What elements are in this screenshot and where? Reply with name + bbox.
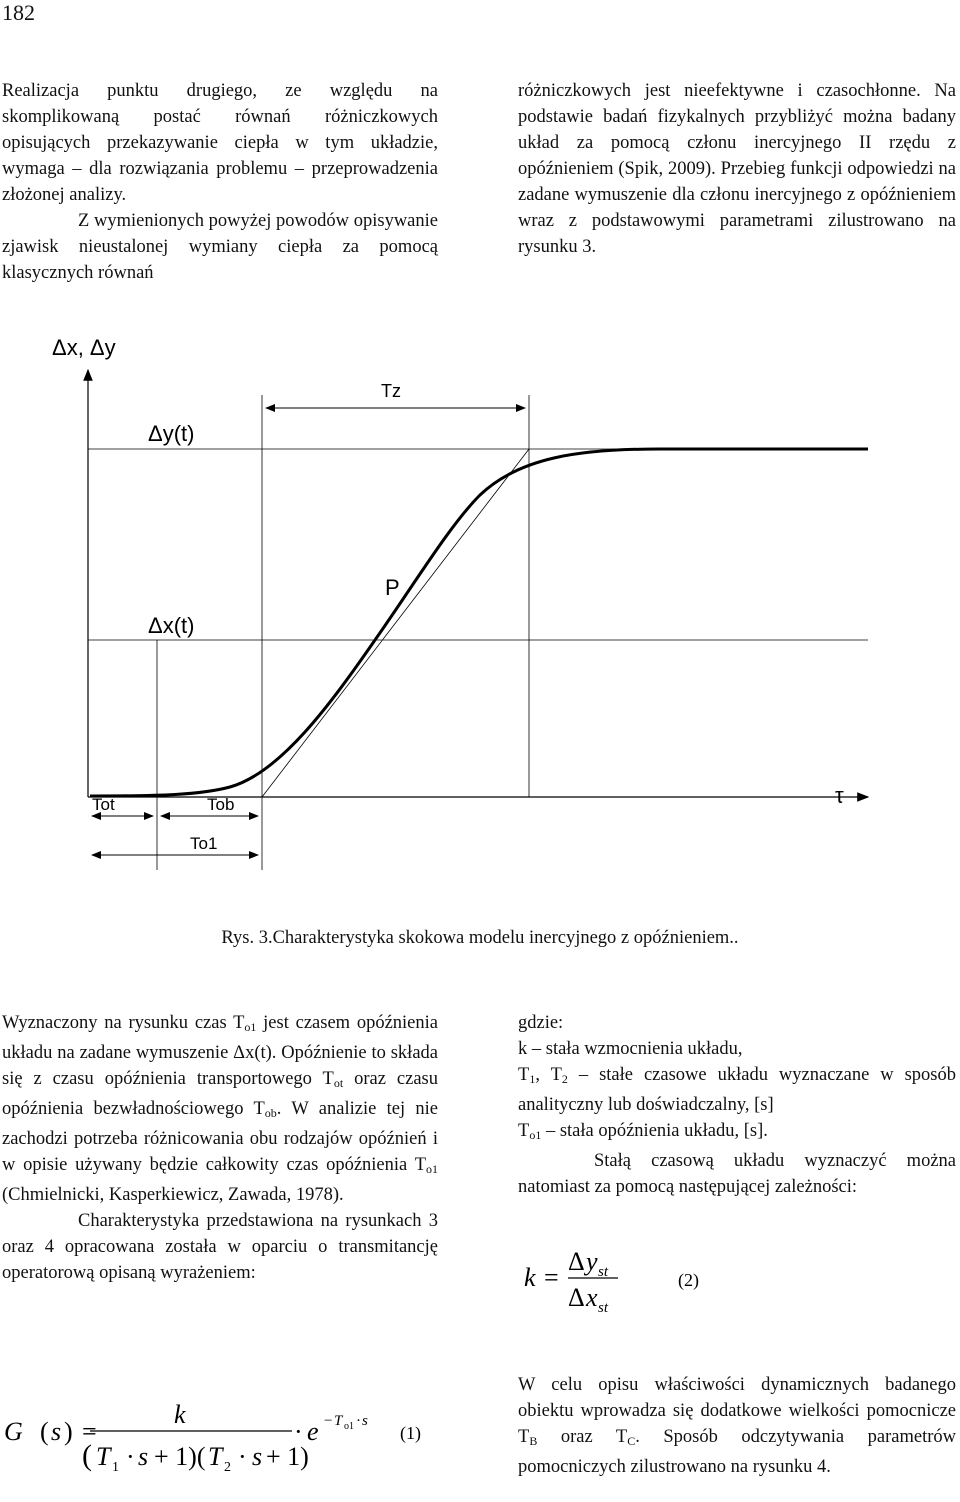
svg-text:1: 1 [112,1460,119,1475]
paragraph: Realizacja punktu drugiego, ze względu na skomplikowaną postać równań różniczkowych opisujących przekazywanie ciepła w tym układzie, wymaga – dla rozwiązania problemu – przeprowadzenia złożonej analizy. [2,81,438,205]
p-label: P [385,575,400,600]
bottom-right-column [518,1010,956,1200]
paragraph: Charakterystyka przedstawiona na rysunkach 3 oraz 4 opracowana została w oparciu o transmitancję operatorową opisaną wyrażeniem: [2,1211,438,1283]
svg-text:(: ( [40,1417,49,1446]
svg-text:(: ( [82,1439,92,1472]
svg-text:G: G [4,1417,23,1446]
paragraph: różniczkowych jest nieefektywne i czasochłonne. Na podstawie badań fizykalnych przybliżyć można badany układ za pomocą członu inercyjnego II rzędu z opóźnieniem (Spik, 2009). Przebieg funkcji odpowiedzi na zadane wymuszenie dla członu inercyjnego z opóźnieniem wraz z podstawowymi parametrami zilustrowano na rysunku 3. [518,81,956,257]
svg-text:·: · [356,1413,361,1429]
svg-text:=: = [544,1263,559,1292]
gdzie-label: gdzie: [518,1013,564,1033]
to1-label: To1 [190,834,218,853]
top-left-column [2,78,438,286]
svg-text:e: e [307,1417,319,1446]
tob-label: Tob [207,795,235,814]
equation-2 [518,1240,958,1330]
paragraph: Z wymienionych powyżej powodów opisywanie zjawisk nieustalonej wymiany ciepła za pomocą klasycznych równań [2,211,438,283]
svg-text:2: 2 [224,1460,231,1475]
svg-text:·: · [294,1417,303,1446]
step-response-figure [40,325,910,885]
svg-text:+ 1)(: + 1)( [154,1442,206,1471]
figure-caption: Rys. 3.Charakterystyka skokowa modelu inercyjnego z opóźnieniem.. [221,928,739,948]
bottom-left-column [2,1010,438,1286]
svg-text:+ 1): + 1) [266,1442,309,1471]
tz-label: Tz [381,381,401,401]
y-axis-label: Δx, Δy [52,335,116,360]
svg-text:s: s [51,1417,62,1446]
svg-text:·: · [238,1442,247,1471]
svg-text:k: k [174,1400,186,1429]
svg-text:s: s [138,1442,149,1471]
svg-text:o1: o1 [344,1421,354,1432]
paragraph: Stałą czasową układu wyznaczyć można natomiast za pomocą następującej zależności: [518,1151,956,1197]
response-curve [90,449,868,796]
to1-definition: $T_{o1}$ – stała opóźnienia układu, [s]. [518,1121,768,1142]
svg-text:·: · [126,1442,135,1471]
paragraph: Wyznaczony na rysunku czas $T_{o1}$ jest czasem opóźnienia układu na zadane wymuszenie Δx(t). Opóźnienie to składa się z czasu opóźnienia transportowego $T_{ot}$ oraz czasu opóźnienia bezwładnościowego $T_{ob}$. W analizie tej nie zachodzi potrzeba różnicowania obu rodzajów opóźnień i w opisie używany będzie całkowity czas opóźnienia $T_{o1}$ (Chmielnicki, Kasperkiewicz, Zawada, 1978). [2,1013,438,1205]
tot-label: Tot [92,795,115,814]
svg-text:st: st [598,1264,609,1280]
dy-label: Δy(t) [148,421,195,446]
equation-1 [2,1395,442,1495]
dx-label: Δx(t) [148,613,195,638]
svg-text:k: k [524,1263,536,1292]
svg-text:T: T [208,1442,223,1471]
tangent-line [262,449,529,797]
svg-text:Δ: Δ [568,1247,585,1276]
svg-text:Δ: Δ [568,1283,585,1312]
svg-text:−: − [324,1413,333,1429]
svg-text:y: y [586,1247,598,1276]
svg-text:=: = [82,1417,97,1446]
svg-text:s: s [362,1413,368,1429]
svg-text:(1): (1) [400,1423,421,1443]
svg-text:): ) [64,1417,73,1446]
svg-text:T: T [334,1413,343,1429]
top-right-column [518,78,956,260]
k-definition: k – stała wzmocnienia układu, [518,1039,743,1059]
svg-text:(2): (2) [678,1270,699,1290]
t-definition: $T_1$, $T_2$ – stałe czasowe układu wyznaczane w sposób analityczny lub doświadczalny, [s] [518,1065,957,1115]
svg-text:x: x [586,1283,598,1312]
svg-text:T: T [96,1442,111,1471]
svg-text:s: s [252,1442,263,1471]
svg-text:st: st [598,1300,609,1316]
page-number: 182 [2,0,35,25]
paragraph: W celu opisu właściwości dynamicznych badanego obiektu wprowadza się dodatkowe wielkości pomocnicze $T_B$ oraz $T_C$. Sposób odczytywania parametrów pomocniczych zilustrowano na rysunku 4. [518,1375,956,1477]
bottom-right-last [518,1372,956,1480]
x-axis-label: τ [835,783,844,808]
